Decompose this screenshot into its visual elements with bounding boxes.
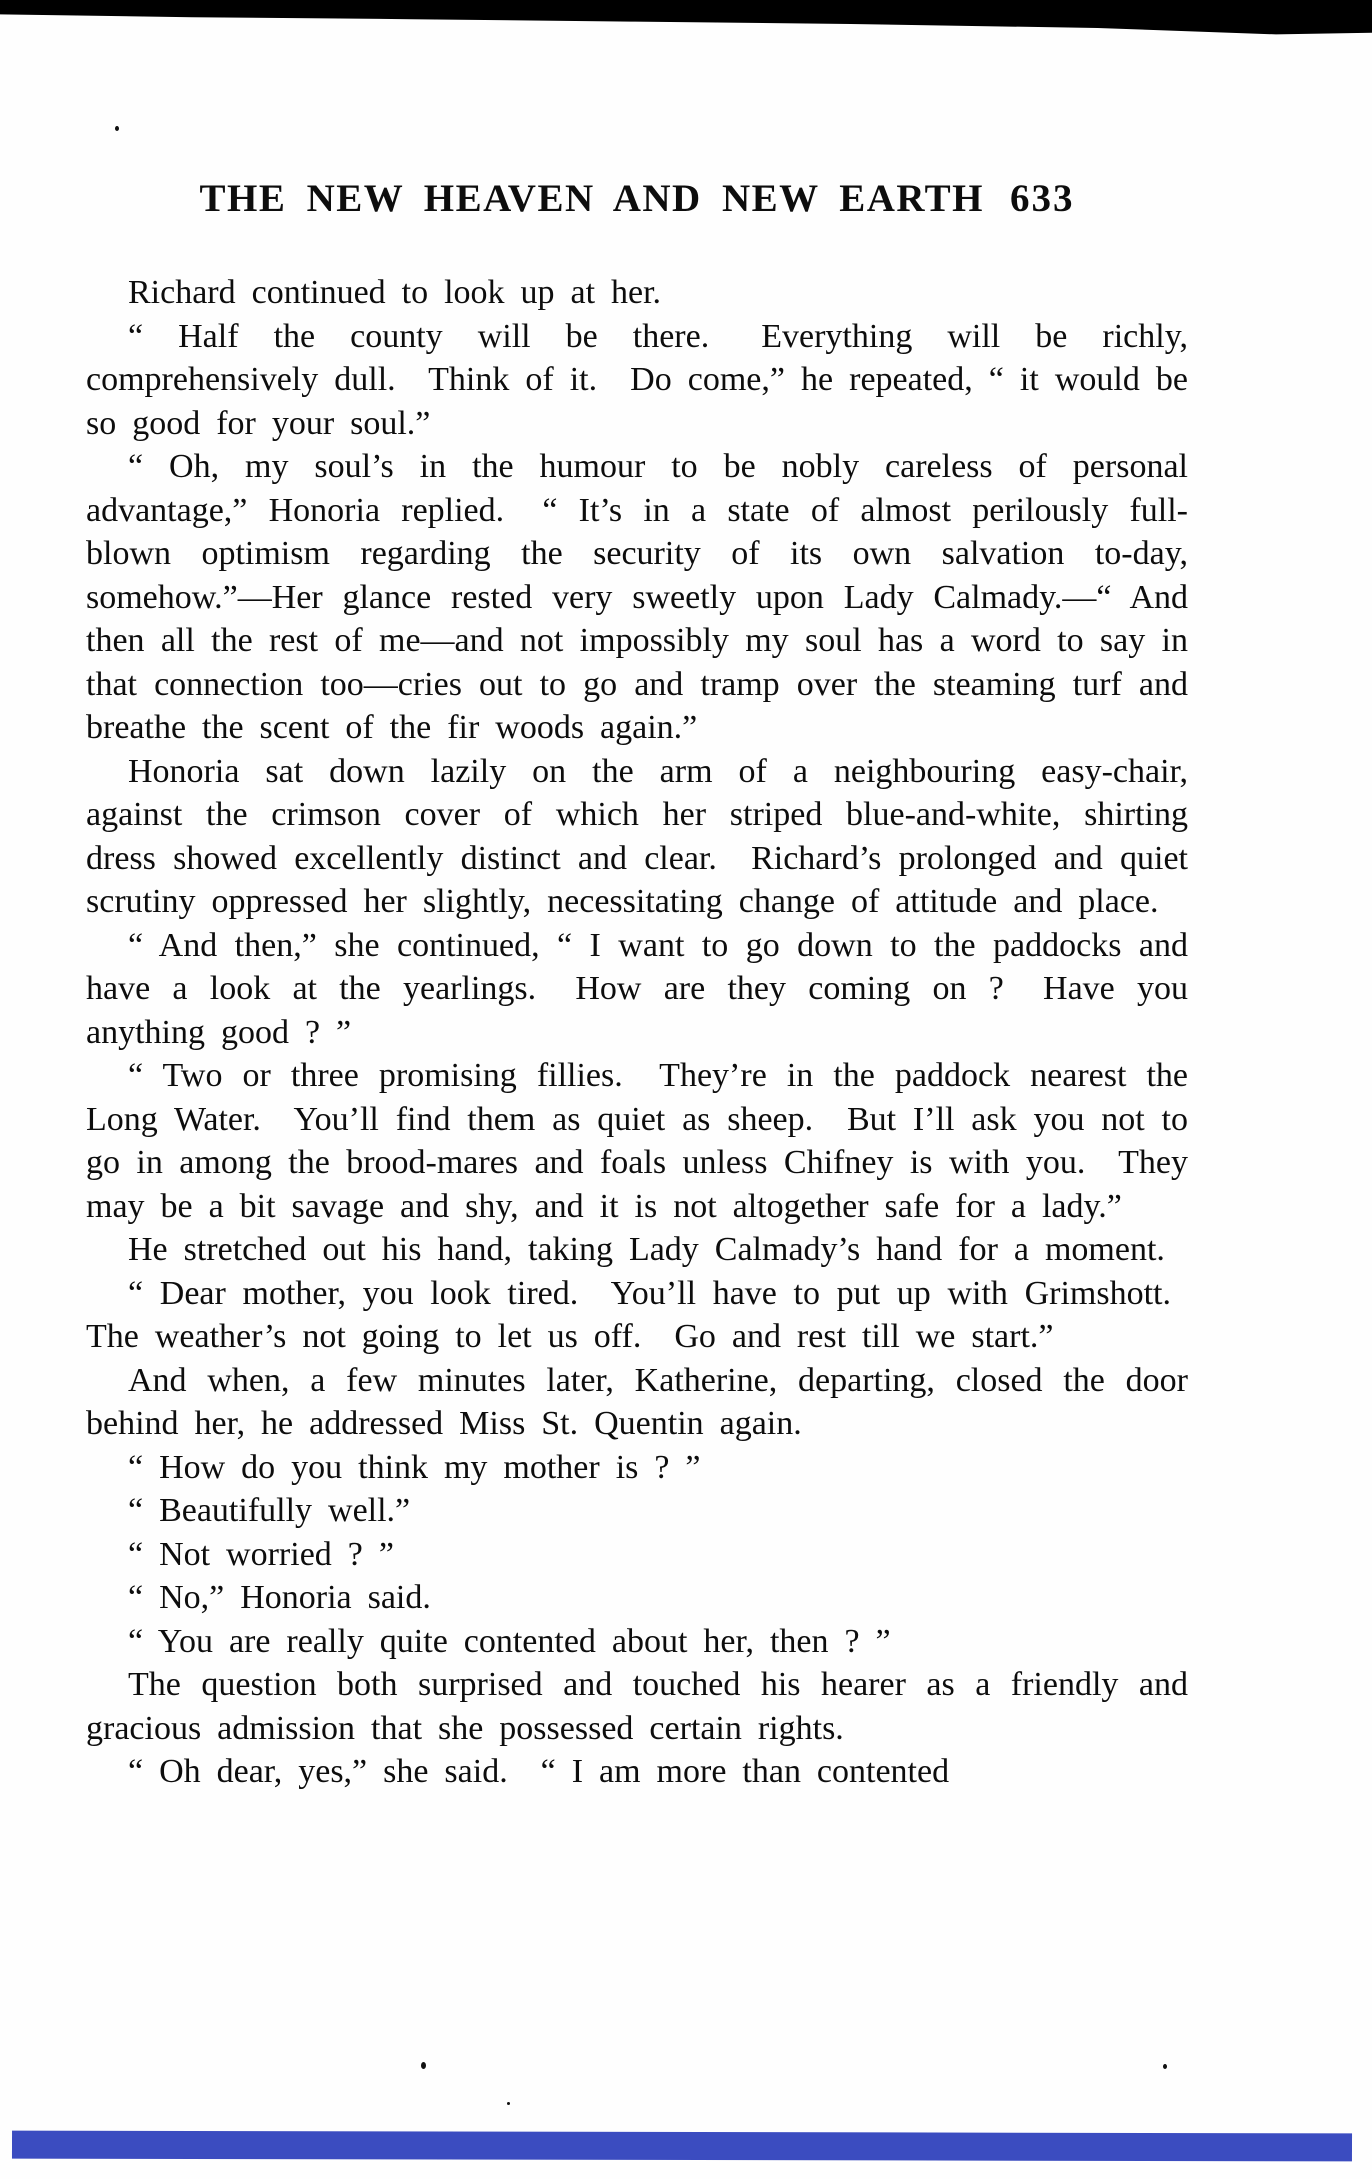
paragraph: “ You are really quite contented about her, then ? ” xyxy=(128,1622,891,1660)
scan-speck xyxy=(421,2062,426,2069)
page-number: 633 xyxy=(1010,177,1075,220)
page-content xyxy=(86,176,1188,1794)
scan-speck xyxy=(115,126,119,131)
paragraph: And when, a few minutes later, Katherine, departing, closed the door behind her, he addressed Miss St. Quentin again. xyxy=(86,1361,1188,1442)
paragraph: “ Dear mother, you look tired. You’ll have to put up with Grimshott. The weather’s not going to let us off. Go and rest till we start.” xyxy=(86,1274,1188,1355)
running-header-title: THE NEW HEAVEN AND NEW EARTH xyxy=(199,177,985,220)
paragraph: He stretched out his hand, taking Lady Calmady’s hand for a moment. xyxy=(128,1231,1165,1268)
paragraph: “ Oh, my soul’s in the humour to be nobly careless of personal advantage,” Honoria replied. “ It’s in a state of almost perilously full-blown optimism regarding the security of its own salvation to-day, somehow.”—Her glance rested very sweetly upon Lady Calmady.—“ And then all the rest of me—and not impossibly my soul has a word to say in that connection too—cries out to go and tramp over the steaming turf and breathe the scent of the fir woods again.” xyxy=(86,448,1188,746)
paragraph: The question both surprised and touched his hearer as a friendly and gracious admission that she possessed certain rights. xyxy=(86,1666,1188,1747)
paragraph: “ Half the county will be there. Everything will be richly, comprehensively dull. Think of it. Do come,” he repeated, “ it would be so good for your soul.” xyxy=(86,317,1188,442)
scan-speck xyxy=(1163,2064,1167,2069)
paragraph: “ And then,” she continued, “ I want to go down to the paddocks and have a look at the yearlings. How are they coming on ? Have you anything good ? ” xyxy=(86,926,1188,1051)
paragraph: “ How do you think my mother is ? ” xyxy=(128,1448,701,1486)
paragraph: “ Beautifully well.” xyxy=(128,1492,411,1529)
running-header xyxy=(86,176,1188,221)
top-scan-artifact xyxy=(0,0,1372,40)
bottom-scan-artifact xyxy=(12,2131,1352,2162)
paragraph: “ Two or three promising fillies. They’re in the paddock nearest the Long Water. You’ll find them as quiet as sheep. But I’ll ask you not to go in among the brood-mares and foals unless Chifney is with you. They may be a bit savage and shy, and it is not altogether safe for a lady.” xyxy=(86,1057,1188,1225)
paragraph: Richard continued to look up at her. xyxy=(128,274,662,311)
paragraph: “ No,” Honoria said. xyxy=(128,1579,431,1616)
paragraph: “ Oh dear, yes,” she said. “ I am more than contented xyxy=(128,1753,950,1790)
scan-speck xyxy=(507,2102,510,2105)
paragraph: “ Not worried ? ” xyxy=(128,1535,394,1573)
paragraph: Honoria sat down lazily on the arm of a neighbouring easy-chair, against the crimson cover of which her striped blue-and-white, shirting dress showed excellently distinct and clear. Richard’s prolonged and quiet scrutiny oppressed her slightly, necessitating change of attitude and place. xyxy=(86,752,1188,920)
body-text xyxy=(86,271,1188,1794)
